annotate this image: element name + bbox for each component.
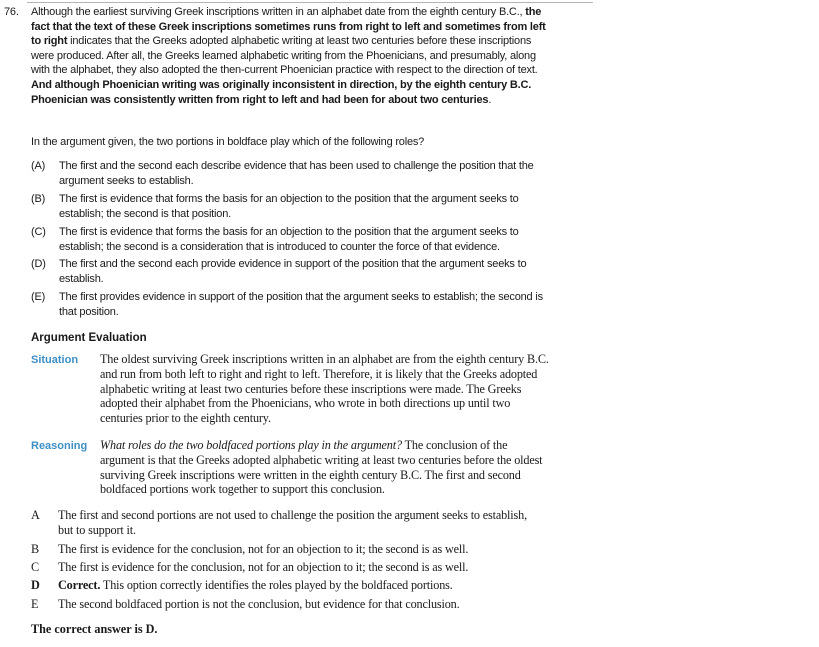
question-stem: In the argument given, the two portions in boldface play which of the following roles? [31, 136, 425, 148]
passage-part: Although the earliest surviving Greek inscriptions written in an alphabet date from the eighth century B.C., [31, 6, 526, 18]
reasoning-label: Reasoning [31, 440, 88, 452]
answer-text: The second boldfaced portion is not the conclusion, but evidence for that conclusion. [58, 597, 460, 611]
answer-body: This option correctly identifies the roles played by the boldfaced portions. [100, 578, 453, 592]
answer-text: The first and second portions are not used to challenge the position the argument seeks to establish, but to support it. [58, 508, 527, 537]
option-text: The first and the second each describe evidence that has been used to challenge the position that the argument seeks to establish. [59, 160, 534, 187]
reasoning-question: What roles do the two boldfaced portions play in the argument? [100, 438, 402, 452]
option-text: The first is evidence that forms the basis for an objection to the position that the argument seeks to establish; the second is a consideration that is introduced to counter the force of that evidence. [59, 226, 519, 253]
option-letter: (B) [31, 193, 46, 205]
answer-letter: B [31, 542, 39, 556]
option-text: The first and the second each provide evidence in support of the position that the argument seeks to establish. [59, 258, 527, 285]
answer-letter: A [31, 508, 40, 522]
option-letter: (C) [31, 226, 46, 238]
final-answer: The correct answer is D. [31, 622, 158, 636]
question-number: 76. [4, 6, 19, 18]
option-text: The first is evidence that forms the basis for an objection to the position that the argument seeks to establish; the second is that position. [59, 193, 519, 220]
situation-text: The oldest surviving Greek inscriptions written in an alphabet are from the eighth century B.C. and run from both left to right and right to left. Therefore, it is likely that the Greeks adopted alphabetic writing at least two centuries before these inscriptions were made. The Greeks adopted their alphabet from the Phoenicians, who wrote in both directions up until two centuries prior to the eighth century. [100, 352, 549, 426]
answer-letter: C [31, 560, 39, 574]
situation-label: Situation [31, 354, 79, 366]
answer-text: The first is evidence for the conclusion, not for an objection to it; the second is as well. [58, 542, 469, 556]
option-letter: (A) [31, 160, 46, 172]
correct-label: Correct. [58, 578, 101, 592]
evaluation-heading: Argument Evaluation [31, 332, 147, 344]
passage-part: indicates that the Greeks adopted alphabetic writing at least two centuries before these inscriptions were produced. After all, the Greeks learned alphabetic writing from the Phoenicians, and presumably, along with the alphabet, they also adopted the then-current Phoenician practice with respect to the direction of text. [31, 35, 538, 77]
answer-text: The first is evidence for the conclusion, not for an objection to it; the second is as well. [58, 560, 469, 574]
passage-part: . [488, 93, 492, 106]
option-letter: (D) [31, 258, 46, 270]
boldface-portion-2: And although Phoenician writing was originally inconsistent in direction, by the eighth century B.C. Phoenician was consistently written from right to left and had been for about two centuries [31, 78, 532, 106]
option-letter: (E) [31, 291, 46, 303]
answer-letter: D [31, 578, 40, 592]
answer-letter: E [31, 597, 39, 611]
boldface-portion-1: the fact that the text of these Greek inscriptions sometimes runs from right to left and sometimes from left to right [31, 6, 546, 48]
answer-text [58, 578, 528, 593]
reasoning-body: The conclusion of the argument is that the Greeks adopted alphabetic writing at least two centuries before the oldest surviving Greek inscriptions were written in the eighth century B.C. The first and second boldfaced portions work together to support this conclusion. [100, 438, 543, 497]
reasoning-text [100, 438, 552, 497]
question-passage [31, 5, 549, 107]
top-divider [27, 2, 593, 3]
option-text: The first provides evidence in support of the position that the argument seeks to establish; the second is that position. [59, 291, 543, 318]
